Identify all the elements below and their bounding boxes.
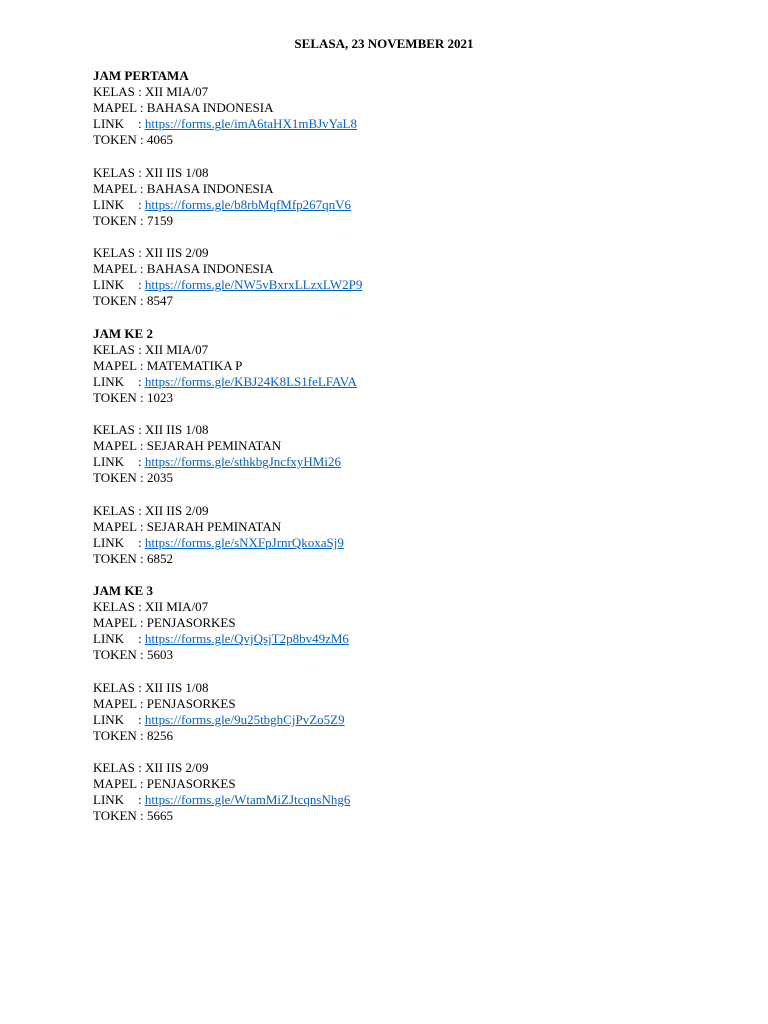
mapel-value: BAHASA INDONESIA: [146, 261, 274, 277]
link-label: LINK: [93, 534, 125, 550]
session-jam-ke-3: [93, 583, 733, 824]
token-value: 6852: [146, 550, 173, 566]
mapel-value: PENJASORKES: [146, 615, 236, 631]
token-line: [93, 808, 733, 824]
mapel-line: [93, 776, 733, 792]
kelas-line: [93, 342, 733, 358]
kelas-line: [93, 599, 733, 615]
token-value: 2035: [146, 470, 173, 486]
mapel-value: BAHASA INDONESIA: [146, 100, 274, 116]
mapel-label: MAPEL :: [93, 518, 147, 534]
form-link[interactable]: https://forms.gle/sNXFpJrnrQkoxaSj9: [144, 534, 344, 550]
kelas-value: XII IIS 1/08: [145, 164, 209, 180]
class-entry: [93, 599, 733, 663]
token-label: TOKEN :: [93, 132, 147, 148]
form-link[interactable]: https://forms.gle/b8rbMqfMfp267qnV6: [144, 196, 352, 212]
link-label: LINK: [93, 454, 125, 470]
kelas-value: XII MIA/07: [145, 599, 209, 615]
form-link[interactable]: https://forms.gle/imA6taHX1mBJvYaL8: [144, 116, 357, 132]
mapel-label: MAPEL :: [93, 776, 147, 792]
kelas-label: KELAS :: [93, 422, 145, 438]
token-line: [93, 551, 733, 567]
token-label: TOKEN :: [93, 808, 147, 824]
mapel-line: [93, 261, 733, 277]
token-line: [93, 647, 733, 663]
session-heading: JAM PERTAMA: [93, 68, 189, 83]
token-line: [93, 390, 733, 406]
link-separator: :: [138, 631, 145, 647]
kelas-value: XII IIS 2/09: [145, 760, 209, 776]
kelas-line: [93, 84, 733, 100]
token-value: 4065: [146, 132, 173, 148]
page-title: SELASA, 23 NOVEMBER 2021: [294, 36, 474, 51]
kelas-value: XII IIS 2/09: [145, 502, 209, 518]
session-jam-pertama: [93, 68, 733, 309]
token-line: [93, 132, 733, 148]
kelas-label: KELAS :: [93, 679, 145, 695]
link-label: LINK: [93, 373, 125, 389]
link-separator: :: [138, 534, 145, 550]
kelas-line: [93, 245, 733, 261]
mapel-line: [93, 519, 733, 535]
link-label: LINK: [93, 711, 125, 727]
token-value: 8256: [146, 727, 173, 743]
kelas-line: [93, 760, 733, 776]
kelas-label: KELAS :: [93, 245, 145, 261]
kelas-label: KELAS :: [93, 341, 145, 357]
mapel-label: MAPEL :: [93, 438, 147, 454]
token-value: 1023: [146, 389, 173, 405]
kelas-value: XII MIA/07: [145, 341, 209, 357]
token-label: TOKEN :: [93, 389, 147, 405]
token-value: 5665: [146, 808, 173, 824]
class-entry: [93, 84, 733, 148]
token-value: 5603: [146, 647, 173, 663]
mapel-line: [93, 358, 733, 374]
class-entry: [93, 245, 733, 309]
kelas-line: [93, 165, 733, 181]
link-separator: :: [138, 116, 145, 132]
mapel-value: SEJARAH PEMINATAN: [146, 518, 282, 534]
class-entry: [93, 342, 733, 406]
link-line: [93, 535, 733, 551]
link-line: [93, 116, 733, 132]
token-label: TOKEN :: [93, 470, 147, 486]
link-line: [93, 631, 733, 647]
kelas-line: [93, 503, 733, 519]
token-label: TOKEN :: [93, 293, 147, 309]
link-label: LINK: [93, 631, 125, 647]
mapel-value: PENJASORKES: [146, 695, 236, 711]
form-link[interactable]: https://forms.gle/KBJ24K8LS1feLFAVA: [144, 373, 357, 389]
form-link[interactable]: https://forms.gle/sthkbgJncfxyHMi26: [144, 454, 341, 470]
kelas-value: XII MIA/07: [145, 84, 209, 100]
schedule-content: [93, 68, 733, 841]
link-separator: :: [138, 277, 145, 293]
link-line: [93, 712, 733, 728]
token-line: [93, 293, 733, 309]
class-entry: [93, 680, 733, 744]
session-heading: JAM KE 3: [93, 583, 153, 598]
form-link[interactable]: https://forms.gle/9u25tbghCjPvZo5Z9: [144, 711, 345, 727]
link-line: [93, 374, 733, 390]
link-line: [93, 792, 733, 808]
token-label: TOKEN :: [93, 550, 147, 566]
mapel-line: [93, 438, 733, 454]
form-link[interactable]: https://forms.gle/NW5vBxrxLLzxLW2P9: [144, 277, 363, 293]
link-line: [93, 454, 733, 470]
class-entry: [93, 760, 733, 824]
mapel-line: [93, 615, 733, 631]
mapel-value: BAHASA INDONESIA: [146, 180, 274, 196]
kelas-label: KELAS :: [93, 599, 145, 615]
token-value: 8547: [146, 293, 173, 309]
mapel-value: SEJARAH PEMINATAN: [146, 438, 282, 454]
token-line: [93, 213, 733, 229]
link-separator: :: [138, 792, 145, 808]
mapel-line: [93, 100, 733, 116]
link-separator: :: [138, 711, 145, 727]
mapel-label: MAPEL :: [93, 100, 147, 116]
token-line: [93, 728, 733, 744]
token-label: TOKEN :: [93, 727, 147, 743]
mapel-line: [93, 696, 733, 712]
mapel-label: MAPEL :: [93, 695, 147, 711]
token-line: [93, 470, 733, 486]
class-entry: [93, 422, 733, 486]
mapel-label: MAPEL :: [93, 261, 147, 277]
link-label: LINK: [93, 792, 125, 808]
kelas-label: KELAS :: [93, 84, 145, 100]
kelas-line: [93, 680, 733, 696]
token-label: TOKEN :: [93, 212, 147, 228]
session-heading: JAM KE 2: [93, 325, 153, 341]
mapel-line: [93, 181, 733, 197]
class-entry: [93, 165, 733, 229]
link-label: LINK: [93, 116, 125, 132]
link-separator: :: [138, 454, 145, 470]
mapel-label: MAPEL :: [93, 615, 147, 631]
mapel-label: MAPEL :: [93, 180, 147, 196]
link-label: LINK: [93, 277, 125, 293]
mapel-value: PENJASORKES: [146, 776, 236, 792]
link-line: [93, 277, 733, 293]
kelas-line: [93, 422, 733, 438]
token-value: 7159: [146, 212, 173, 228]
class-entry: [93, 503, 733, 567]
link-separator: :: [138, 196, 145, 212]
form-link[interactable]: https://forms.gle/QvjQsjT2p8bv49zM6: [144, 631, 349, 647]
link-separator: :: [138, 373, 145, 389]
mapel-label: MAPEL :: [93, 357, 147, 373]
session-jam-ke-2: [93, 326, 733, 567]
link-line: [93, 197, 733, 213]
kelas-value: XII IIS 2/09: [145, 245, 209, 261]
mapel-value: MATEMATIKA P: [146, 357, 243, 373]
link-label: LINK: [93, 196, 125, 212]
kelas-value: XII IIS 1/08: [145, 679, 209, 695]
kelas-label: KELAS :: [93, 760, 145, 776]
kelas-label: KELAS :: [93, 164, 145, 180]
token-label: TOKEN :: [93, 647, 147, 663]
form-link[interactable]: https://forms.gle/WtamMiZJtcqnsNhg6: [144, 792, 351, 808]
kelas-label: KELAS :: [93, 502, 145, 518]
kelas-value: XII IIS 1/08: [145, 422, 209, 438]
